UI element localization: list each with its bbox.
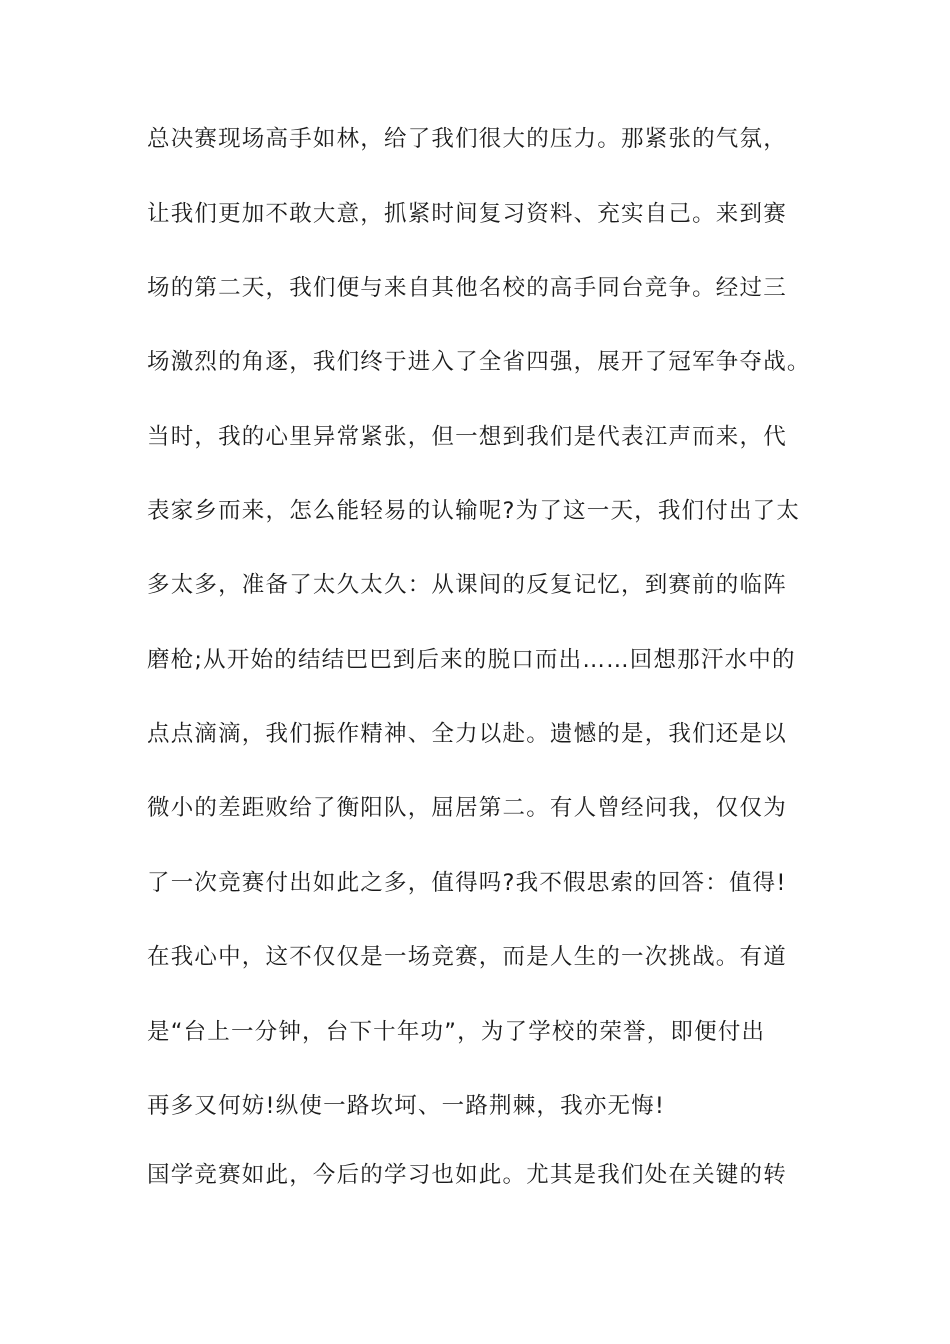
text-line: 场的第二天，我们便与来自其他名校的高手同台竞争。经过三 [147,275,787,301]
text-line: 再多又何妨!纵使一路坎坷、一路荆棘，我亦无悔! [147,1093,666,1119]
text-line: 是“台上一分钟，台下十年功”，为了学校的荣誉，即便付出 [147,1019,766,1045]
text-line: 在我心中，这不仅仅是一场竞赛，而是人生的一次挑战。有道 [147,944,787,970]
text-line: 点点滴滴，我们振作精神、全力以赴。遗憾的是，我们还是以 [147,721,787,747]
text-line: 国学竞赛如此，今后的学习也如此。尤其是我们处在关键的转 [147,1162,787,1188]
text-line: 多太多，准备了太久太久：从课间的反复记忆，到赛前的临阵 [147,572,787,598]
text-line: 总决赛现场高手如林，给了我们很大的压力。那紧张的气氛， [147,126,787,152]
text-line: 让我们更加不敢大意，抓紧时间复习资料、充实自己。来到赛 [147,201,787,227]
text-line: 表家乡而来，怎么能轻易的认输呢?为了这一天，我们付出了太 [147,498,801,524]
text-line: 磨枪;从开始的结结巴巴到后来的脱口而出……回想那汗水中的 [147,647,796,673]
text-line: 当时，我的心里异常紧张，但一想到我们是代表江声而来，代 [147,424,787,450]
text-line: 了一次竞赛付出如此之多，值得吗?我不假思索的回答：值得! [147,870,787,896]
text-line: 场激烈的角逐，我们终于进入了全省四强，展开了冠军争夺战。 [147,349,811,375]
text-line: 微小的差距败给了衡阳队，屈居第二。有人曾经问我，仅仅为 [147,795,787,821]
